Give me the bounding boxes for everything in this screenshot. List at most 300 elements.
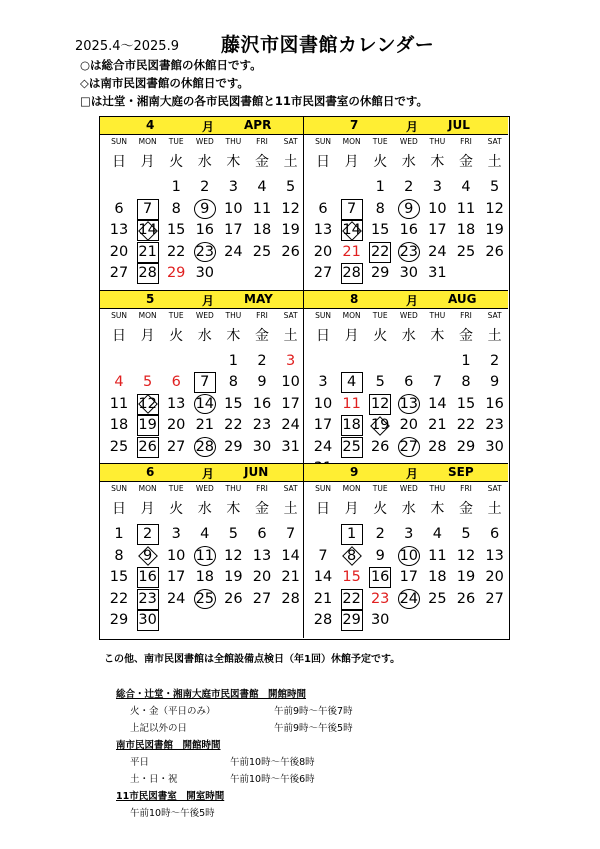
day-cell: 28: [313, 612, 333, 629]
day-cell: 22: [166, 243, 186, 260]
weekday-en: FRI: [460, 310, 472, 320]
day-cell: 6: [318, 200, 328, 217]
weekday-ja: 金: [459, 501, 473, 518]
day-cell: 10: [166, 547, 186, 564]
weekday-ja-row: [100, 151, 303, 171]
weekday-en: MON: [138, 484, 157, 494]
day-cell: 24: [166, 590, 186, 607]
day-cell: 12: [224, 547, 243, 564]
month-sep: [304, 464, 508, 638]
inspection-note: この他、南市民図書館は全館設備点検日（年1回）休館予定です。: [104, 654, 401, 665]
day-cell: 26: [456, 590, 476, 607]
day-cell: 22: [224, 417, 243, 434]
weekday-en: SUN: [315, 310, 331, 320]
day-cell: 29: [456, 438, 476, 455]
period: 2025.4～2025.9: [75, 39, 179, 54]
day-cell: 8: [114, 547, 124, 564]
day-cell: 1: [346, 526, 357, 543]
weekday-ja: 水: [197, 154, 212, 170]
day-cell: 5: [375, 374, 385, 391]
weekday-en: MON: [138, 310, 157, 320]
day-cell: 18: [428, 569, 447, 586]
weekday-en: TUE: [168, 137, 184, 146]
day-cell: 30: [252, 438, 272, 455]
day-cell: 16: [370, 569, 390, 586]
day-cell: 30: [195, 265, 215, 281]
month-english: JUN: [244, 465, 269, 480]
day-cell: 11: [342, 395, 361, 412]
day-cell: 22: [456, 417, 476, 434]
day-cell: 31: [428, 265, 447, 281]
weekday-ja: 日: [316, 154, 330, 170]
day-cell: 18: [456, 222, 476, 238]
weekday-ja: 月: [344, 501, 359, 518]
day-cell: 15: [109, 569, 129, 586]
day-cell: 19: [224, 569, 243, 586]
day-cell: 26: [281, 243, 300, 260]
weekday-en: THU: [429, 484, 446, 494]
day-cell: 28: [138, 265, 157, 281]
day-cell: 25: [342, 438, 361, 455]
weekday-en: TUE: [372, 310, 388, 320]
day-cell: 23: [399, 243, 419, 260]
weekday-ja: 日: [112, 327, 126, 344]
weekday-en: SUN: [111, 137, 127, 146]
day-cell: 16: [195, 222, 215, 238]
month-english: APR: [244, 118, 272, 132]
weekday-en: THU: [429, 310, 446, 320]
weekday-ja: 日: [316, 501, 330, 518]
month-header: [304, 464, 508, 482]
day-cell: 25: [109, 438, 129, 455]
day-cell: 1: [171, 179, 181, 195]
weekday-en: WED: [399, 310, 418, 320]
day-cell: 27: [109, 265, 129, 281]
day-cell: 3: [318, 374, 328, 391]
weekday-en: FRI: [256, 484, 268, 494]
day-cell: 1: [228, 352, 238, 369]
weekday-en: THU: [225, 484, 242, 494]
month-number: 9: [350, 465, 359, 480]
weekday-en: FRI: [460, 484, 472, 494]
weekday-ja: 木: [226, 154, 241, 170]
day-cell: 21: [138, 243, 157, 260]
month-english: AUG: [448, 291, 477, 306]
month-english: SEP: [448, 465, 474, 480]
weekday-en: WED: [195, 310, 214, 320]
day-cell: 5: [461, 526, 471, 543]
month-kanji: 月: [202, 120, 215, 134]
weekday-en: WED: [195, 137, 214, 146]
weekday-en: SAT: [487, 310, 502, 320]
weekday-ja: 木: [226, 501, 241, 518]
day-cell: 25: [456, 243, 476, 260]
weekday-en: FRI: [460, 137, 472, 146]
weekday-ja: 金: [255, 501, 269, 518]
day-cell: 15: [224, 395, 243, 412]
day-cell: 14: [281, 547, 300, 564]
month-number: 5: [146, 291, 155, 306]
weekday-ja: 月: [344, 154, 359, 170]
month-header: [100, 117, 303, 135]
day-cell: 29: [109, 612, 129, 629]
day-cell: 24: [428, 243, 447, 260]
hours-row: [116, 754, 315, 771]
header: [75, 30, 535, 54]
weekday-en: THU: [225, 310, 242, 320]
weekday-en: SAT: [283, 484, 298, 494]
weekday-en-row: [304, 484, 508, 496]
weekday-ja-row: [304, 151, 508, 171]
opening-hours: [116, 686, 353, 822]
legend-box: □は辻堂・湘南大庭の各市民図書館と11市民図書室の休館日です。: [80, 94, 428, 108]
day-cell: 7: [432, 374, 442, 391]
day-cell: 30: [138, 612, 157, 629]
weekday-en: TUE: [372, 484, 388, 494]
day-cell: 27: [485, 590, 504, 607]
weekday-en: FRI: [256, 310, 268, 320]
day-cell: 17: [313, 417, 333, 434]
weekday-ja: 土: [283, 327, 298, 344]
hours-time: 午前10時～午後5時: [130, 808, 215, 819]
day-cell: 21: [342, 243, 361, 260]
weekday-en: MON: [342, 484, 361, 494]
day-cell: 26: [370, 438, 390, 455]
month-english: MAY: [244, 291, 273, 306]
day-cell: 24: [281, 417, 300, 434]
day-cell: 26: [138, 438, 157, 455]
day-cell: 12: [370, 395, 390, 412]
day-cell: 13: [399, 395, 419, 412]
day-cell: 6: [171, 374, 181, 391]
day-cell: 1: [375, 179, 385, 195]
day-cell: 6: [404, 374, 414, 391]
calendar-grid: [99, 116, 510, 640]
weekday-ja: 月: [140, 327, 155, 344]
month-header: [100, 291, 303, 309]
day-cell: 23: [195, 243, 215, 260]
hours-time: 午前9時～午後7時: [274, 706, 353, 717]
day-cell: 18: [252, 222, 272, 238]
day-cell: 30: [370, 612, 390, 629]
legend-diamond: ◇は南市民図書館の休館日です。: [80, 76, 249, 90]
weekday-en: WED: [399, 137, 418, 146]
day-cell: 19: [138, 417, 157, 434]
month-kanji: 月: [202, 467, 215, 482]
day-cell: 12: [281, 200, 300, 217]
day-cell: 29: [166, 265, 186, 281]
day-cell: 24: [399, 590, 419, 607]
day-cell: 4: [257, 179, 267, 195]
day-cell: 5: [142, 374, 153, 391]
day-cell: 27: [399, 438, 419, 455]
weekday-ja: 月: [344, 327, 359, 344]
weekday-ja: 火: [373, 327, 388, 344]
hours-section-title: 南市民図書館 開館時間: [116, 740, 221, 751]
day-cell: 17: [399, 569, 419, 586]
hours-time: 午前10時～午後6時: [230, 774, 315, 785]
weekday-ja-row: [100, 325, 303, 345]
day-cell: 29: [342, 612, 361, 629]
day-cell: 23: [138, 590, 157, 607]
day-cell: 12: [138, 395, 157, 412]
month-english: JUL: [448, 118, 470, 132]
day-cell: 17: [224, 222, 243, 238]
day-cell: 29: [370, 265, 390, 281]
day-cell: 25: [252, 243, 272, 260]
day-cell: 26: [224, 590, 243, 607]
day-cell: 28: [195, 438, 215, 455]
day-cell: 13: [313, 222, 333, 238]
weekday-ja: 土: [487, 327, 502, 344]
day-cell: 25: [195, 590, 215, 607]
day-cell: 27: [252, 590, 272, 607]
day-cell: 1: [461, 352, 471, 369]
day-cell: 10: [281, 374, 300, 391]
weekday-ja: 月: [140, 154, 155, 170]
day-cell: 2: [375, 526, 385, 543]
day-cell: 8: [171, 200, 181, 217]
month-number: 6: [146, 465, 155, 480]
day-cell: 1: [114, 526, 124, 543]
day-cell: 30: [399, 265, 419, 281]
day-cell: 22: [370, 243, 390, 260]
day-cell: 11: [109, 395, 129, 412]
weekday-en: SAT: [283, 310, 298, 320]
day-cell: 4: [461, 179, 471, 195]
day-cell: 13: [166, 395, 186, 412]
day-cell: 9: [404, 200, 414, 217]
day-cell: 21: [281, 569, 300, 586]
hours-section-title: 総合・辻堂・湘南大庭市民図書館 開館時間: [116, 689, 307, 700]
day-cell: 2: [257, 352, 267, 369]
day-cell: 18: [342, 417, 361, 434]
month-header: [304, 291, 508, 309]
day-cell: 26: [485, 243, 504, 260]
weekday-en: TUE: [168, 484, 184, 494]
weekday-en-row: [304, 311, 508, 323]
day-cell: 15: [166, 222, 186, 238]
day-cell: 13: [252, 547, 272, 564]
weekday-ja: 水: [197, 501, 212, 518]
month-kanji: 月: [406, 293, 419, 308]
day-cell: 7: [200, 374, 210, 391]
day-cell: 15: [370, 222, 390, 238]
month-may: [100, 291, 304, 465]
weekday-en: SUN: [111, 484, 127, 494]
weekday-ja: 土: [487, 154, 502, 170]
month-number: 4: [146, 118, 155, 132]
day-cell: 14: [195, 395, 215, 412]
day-cell: 22: [342, 590, 361, 607]
weekday-ja: 金: [255, 154, 269, 170]
weekday-en: WED: [195, 484, 214, 494]
weekday-ja: 土: [283, 154, 298, 170]
day-cell: 9: [142, 547, 153, 564]
month-number: 7: [350, 118, 359, 132]
day-cell: 22: [109, 590, 129, 607]
weekday-en-row: [100, 484, 303, 496]
weekday-ja: 金: [459, 327, 473, 344]
day-cell: 10: [224, 200, 243, 217]
weekday-ja: 金: [459, 154, 473, 170]
weekday-ja: 木: [430, 501, 445, 518]
hours-label: 上記以外の日: [130, 723, 188, 734]
weekday-en: SAT: [487, 484, 502, 494]
day-cell: 15: [342, 569, 361, 586]
day-cell: 5: [489, 179, 500, 195]
day-cell: 20: [166, 417, 186, 434]
weekday-ja: 水: [197, 327, 212, 344]
month-kanji: 月: [406, 120, 419, 134]
hours-row: [116, 805, 306, 822]
day-cell: 7: [285, 526, 296, 543]
legend: [80, 56, 428, 110]
day-cell: 28: [428, 438, 447, 455]
day-cell: 5: [285, 179, 296, 195]
day-cell: 2: [142, 526, 153, 543]
weekday-ja: 日: [112, 154, 126, 170]
day-cell: 16: [485, 395, 504, 412]
day-cell: 19: [370, 417, 390, 434]
day-cell: 28: [342, 265, 361, 281]
month-kanji: 月: [406, 467, 419, 482]
month-jun: [100, 464, 304, 638]
day-cell: 4: [346, 374, 357, 391]
day-cell: 18: [195, 569, 215, 586]
weekday-ja: 金: [255, 327, 269, 344]
day-cell: 23: [370, 590, 390, 607]
day-cell: 10: [313, 395, 333, 412]
day-cell: 21: [313, 590, 333, 607]
day-cell: 3: [432, 179, 442, 195]
weekday-en: SUN: [315, 484, 331, 494]
weekday-ja: 火: [169, 327, 184, 344]
hours-label: 火・金（平日のみ）: [130, 706, 216, 717]
weekday-en: MON: [342, 137, 361, 146]
month-apr: [100, 117, 304, 291]
weekday-en: SUN: [111, 310, 127, 320]
page-title: 藤沢市図書館カレンダー: [221, 34, 435, 56]
day-cell: 6: [114, 200, 124, 217]
day-cell: 9: [257, 374, 267, 391]
weekday-ja-row: [304, 498, 508, 518]
weekday-en: THU: [225, 137, 242, 146]
month-aug: [304, 291, 508, 465]
day-cell: 4: [432, 526, 442, 543]
day-cell: 12: [485, 200, 504, 217]
day-cell: 29: [224, 438, 243, 455]
weekday-ja: 土: [283, 501, 298, 518]
day-cell: 7: [318, 547, 328, 564]
day-cell: 23: [485, 417, 504, 434]
day-cell: 27: [313, 265, 333, 281]
hours-row: [116, 771, 315, 788]
day-cell: 8: [375, 200, 385, 217]
weekday-ja: 火: [169, 154, 184, 170]
day-cell: 10: [428, 200, 447, 217]
day-cell: 6: [489, 526, 500, 543]
weekday-ja: 月: [140, 501, 155, 518]
day-cell: 3: [285, 352, 296, 369]
month-jul: [304, 117, 508, 291]
day-cell: 4: [200, 526, 210, 543]
day-cell: 20: [313, 243, 333, 260]
day-cell: 19: [456, 569, 476, 586]
day-cell: 18: [109, 417, 129, 434]
weekday-en: SAT: [487, 137, 502, 146]
hours-section-title: 11市民図書室 開室時間: [116, 791, 225, 802]
day-cell: 10: [399, 547, 419, 564]
day-cell: 2: [404, 179, 414, 195]
hours-row: [116, 720, 353, 737]
day-cell: 7: [142, 200, 153, 217]
weekday-en: THU: [429, 137, 446, 146]
day-cell: 21: [195, 417, 215, 434]
day-cell: 11: [456, 200, 476, 217]
day-cell: 27: [166, 438, 186, 455]
day-cell: 14: [428, 395, 447, 412]
weekday-ja: 水: [401, 501, 416, 518]
day-cell: 24: [313, 438, 333, 455]
day-cell: 14: [342, 222, 361, 238]
day-cell: 3: [404, 526, 414, 543]
weekday-en: TUE: [372, 137, 388, 146]
day-cell: 20: [252, 569, 272, 586]
day-cell: 24: [224, 243, 243, 260]
day-cell: 7: [346, 200, 357, 217]
day-cell: 11: [195, 547, 215, 564]
weekday-en: MON: [138, 137, 157, 146]
day-cell: 28: [281, 590, 300, 607]
day-cell: 20: [399, 417, 419, 434]
day-cell: 8: [346, 547, 357, 564]
weekday-ja: 日: [316, 327, 330, 344]
hours-label: 平日: [130, 757, 150, 768]
day-cell: 15: [456, 395, 476, 412]
month-header: [304, 117, 508, 135]
weekday-ja: 日: [112, 501, 126, 518]
day-cell: 20: [109, 243, 129, 260]
weekday-en: SUN: [315, 137, 331, 146]
day-cell: 17: [281, 395, 300, 412]
day-cell: 17: [428, 222, 447, 238]
weekday-en-row: [100, 137, 303, 149]
day-cell: 17: [166, 569, 186, 586]
hours-time: 午前10時～午後8時: [230, 757, 315, 768]
day-cell: 20: [485, 569, 504, 586]
day-cell: 3: [228, 179, 238, 195]
day-cell: 2: [200, 179, 210, 195]
day-cell: 13: [485, 547, 504, 564]
weekday-ja: 火: [373, 501, 388, 518]
day-cell: 14: [138, 222, 157, 238]
day-cell: 16: [399, 222, 419, 238]
month-header: [100, 464, 303, 482]
day-cell: 31: [281, 438, 300, 455]
day-cell: 8: [461, 374, 471, 391]
legend-circle: ○は総合市民図書館の休館日です。: [80, 58, 262, 72]
day-cell: 11: [252, 200, 272, 217]
weekday-ja-row: [100, 498, 303, 518]
day-cell: 9: [489, 374, 500, 391]
weekday-en-row: [100, 311, 303, 323]
weekday-en: MON: [342, 310, 361, 320]
day-cell: 23: [252, 417, 272, 434]
weekday-ja: 水: [401, 327, 416, 344]
hours-row: [116, 703, 353, 720]
weekday-ja: 火: [373, 154, 388, 170]
